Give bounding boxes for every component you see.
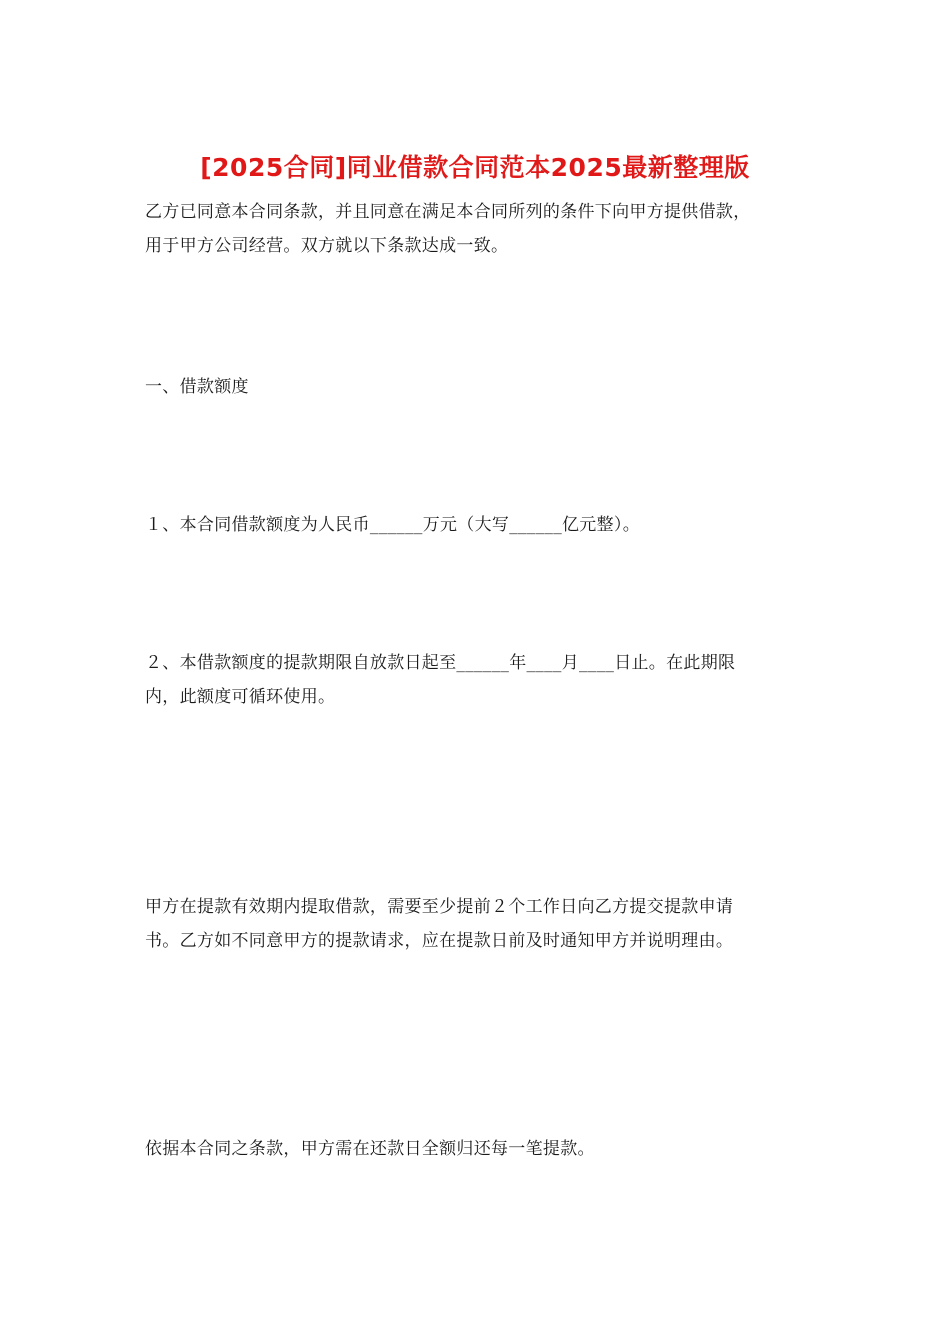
drawdown-line-2: 书。乙方如不同意甲方的提款请求，应在提款日前及时通知甲方并说明理由。 bbox=[145, 931, 734, 951]
section-1-heading bbox=[145, 370, 810, 404]
clause-item-1-text: １、本合同借款额度为人民币______万元（大写______亿元整）。 bbox=[145, 515, 640, 535]
drawdown-paragraph bbox=[145, 890, 810, 958]
clause-item-2 bbox=[145, 646, 810, 714]
repayment-text: 依据本合同之条款，甲方需在还款日全额归还每一笔提款。 bbox=[145, 1139, 595, 1159]
clause-item-2-line-1: ２、本借款额度的提款期限自放款日起至______年____月____日止。在此期限 bbox=[145, 653, 736, 673]
repayment-paragraph bbox=[145, 1132, 810, 1166]
intro-line-1: 乙方已同意本合同条款，并且同意在满足本合同所列的条件下向甲方提供借款， bbox=[145, 202, 751, 222]
document-title: [2025合同]同业借款合同范本2025最新整理版 bbox=[200, 153, 750, 182]
clause-item-2-line-2: 内，此额度可循环使用。 bbox=[145, 687, 336, 707]
intro-paragraph bbox=[145, 195, 810, 263]
section-1-heading-text: 一、借款额度 bbox=[145, 377, 249, 397]
intro-line-2: 用于甲方公司经营。双方就以下条款达成一致。 bbox=[145, 236, 509, 256]
drawdown-line-1: 甲方在提款有效期内提取借款，需要至少提前２个工作日向乙方提交提款申请 bbox=[145, 897, 734, 917]
clause-item-1 bbox=[145, 508, 810, 542]
